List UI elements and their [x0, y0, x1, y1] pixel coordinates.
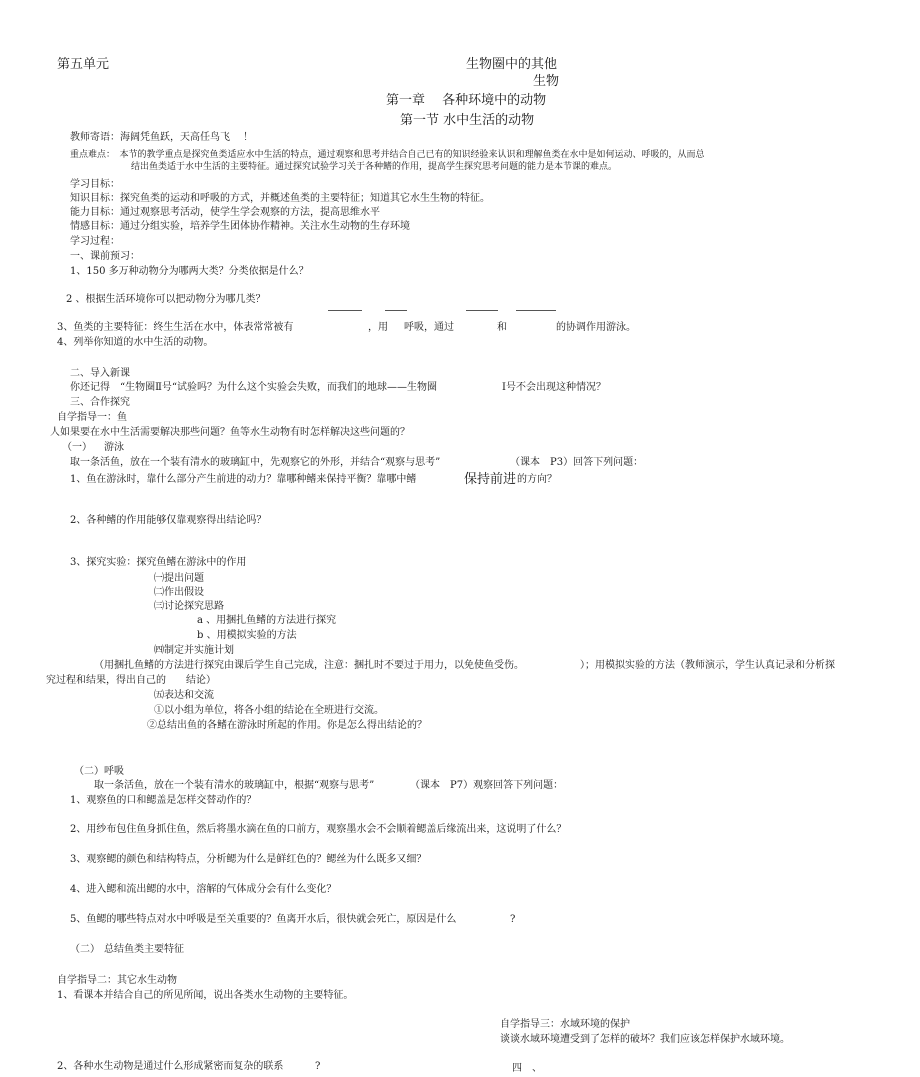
preview-q3-part3: 呼吸，通过	[404, 322, 454, 333]
preview-q3-part5: 的协调作用游泳。	[556, 322, 636, 333]
breath-observe-end: （课本 P7）观察回答下列问题：	[410, 780, 564, 791]
guide3-text: 谈谈水域环境遭受到了怎样的破坏？我们应该怎样保护水域环境。	[500, 1034, 790, 1045]
preview-q1: 1、150 多万种动物分为哪两大类？分类依据是什么？	[70, 266, 309, 277]
unit-title-line1: 生物圈中的其他	[466, 57, 558, 72]
step-discuss: ㈢讨论探究思路	[154, 601, 224, 612]
step-plan: ㈣制定并实施计划	[154, 645, 234, 656]
breath-observe: 取一条活鱼，放在一个装有清水的玻璃缸中，根据“观察与思考”	[94, 780, 375, 791]
key-points-line2: 结出鱼类适于水中生活的主要特征。通过探究试验学习关于各种鳍的作用，提高学生探究思考问题的能力是本节课的难点。	[131, 162, 618, 172]
goal-emotion: 情感目标：通过分组实验，培养学生团体协作精神。关注水生动物的生存环境	[70, 221, 410, 232]
breath-q3: 3、观察鳃的颜色和结构特点，分析鳃为什么是鲜红色的？鳃丝为什么既多又细？	[70, 854, 427, 865]
guide3-title: 自学指导三：水域环境的保护	[500, 1019, 630, 1030]
breath-title: （二）呼吸	[74, 766, 124, 777]
swim-observe: 取一条活鱼，放在一个装有清水的玻璃缸中，先观察它的外形，并结合“观察与思考”	[70, 457, 441, 468]
breath-q5: 5、鱼鳃的哪些特点对水中呼吸是至关重要的？鱼离开水后，很快就会死亡，原因是什么	[70, 914, 457, 925]
plan-text: （用捆扎鱼鳍的方法进行探究由课后学生自己完成，注意：捆扎时不要过于用力，以免使鱼受伤。	[94, 660, 524, 671]
step-express: ㈤表达和交流	[154, 690, 214, 701]
new-lesson-text: 你还记得 “生物圈Ⅱ号“试验吗？为什么这个实验会失败，而我们的地球——生物圈	[70, 382, 438, 393]
plan-text-end: ）；用模拟实验的方法（教师演示，学生认真记录和分析探	[580, 660, 835, 671]
chapter-title: 第一章 各种环境中的动物	[386, 93, 547, 108]
preview-q2: 2 、根据生活环境你可以把动物分为哪几类？	[66, 294, 266, 305]
step-hypothesis: ㈡作出假设	[154, 587, 204, 598]
method-a: a 、用捆扎鱼鳍的方法进行探究	[197, 615, 337, 626]
swim-q1-end: 的方向？	[517, 474, 557, 485]
guide2-q2: 2、各种水生动物是通过什么形成紧密而复杂的联系	[57, 1061, 284, 1072]
blank-line	[466, 310, 498, 311]
goal-ability: 能力目标：通过观察思考活动，使学生学会观察的方法，提高思维水平	[70, 207, 380, 218]
exchange-2: ②总结出鱼的各鳍在游泳时所起的作用。你是怎么得出结论的？	[147, 720, 427, 731]
exchange-1: ①以小组为单位，将各小组的结论在全班进行交流。	[154, 705, 384, 716]
guide1-question: 人如果要在水中生活需要解决那些问题？鱼等水生动物有时怎样解决这些问题的？	[50, 427, 410, 438]
section-four: 四 、	[512, 1063, 542, 1074]
swim-title: 游泳	[104, 442, 124, 453]
blank-line	[516, 310, 556, 311]
step-ask-question: ㈠提出问题	[154, 573, 204, 584]
plan-text-continued: 究过程和结果，得出自己的 结论）	[46, 675, 216, 686]
guide2-q1: 1、看课本并结合自己的所见所闻，说出各类水生动物的主要特征。	[57, 990, 354, 1001]
method-b: b 、用模拟实验的方法	[197, 630, 297, 641]
swim-q1-emphasis: 保持前进	[464, 472, 517, 487]
section-title: 第一节 水中生活的动物	[400, 113, 535, 128]
breath-q4: 4、进入鳃和流出鳃的水中，溶解的气体成分会有什么变化？	[70, 884, 337, 895]
preview-q3-start: 3、鱼类的主要特征：终生生活在水中，体表常常被有	[57, 322, 294, 333]
blank-line	[385, 310, 407, 311]
process-title: 学习过程：	[70, 236, 120, 247]
swim-q3: 3、探究实验：探究鱼鳍在游泳中的作用	[70, 557, 247, 568]
goal-knowledge: 知识目标：探究鱼类的运动和呼吸的方式，并概述鱼类的主要特征；知道其它水生生物的特征。	[70, 193, 490, 204]
new-lesson-text-end: Ⅰ号不会出现这种情况？	[502, 382, 606, 393]
preview-q3-part2: ，用	[368, 322, 388, 333]
key-points-line1: 重点难点： 本节的教学重点是探究鱼类适应水中生活的特点，通过观察和思考并结合自己已有的知识经验来认识和理解鱼类在水中是如何运动、呼吸的，从而总	[70, 150, 705, 160]
unit-title-line2: 生物	[533, 74, 560, 89]
breath-q2: 2、用纱布包住鱼身抓住鱼，然后将墨水滴在鱼的口前方，观察墨水会不会顺着鳃盖后缘流出来，这说明了什么？	[70, 824, 567, 835]
breath-q1: 1、观察鱼的口和鳃盖是怎样交替动作的？	[70, 795, 257, 806]
guide1-title: 自学指导一：鱼	[57, 412, 127, 423]
guide2-title: 自学指导二：其它水生动物	[57, 975, 177, 986]
swim-q2: 2、各种鳍的作用能够仅靠观察得出结论吗？	[70, 515, 267, 526]
guide2-q2-end: ?	[315, 1061, 321, 1072]
goals-title: 学习目标：	[70, 179, 120, 190]
preview-q3-part4: 和	[497, 322, 507, 333]
summary-title: 总结鱼类主要特征	[104, 944, 184, 955]
preview-title: 一、课前预习：	[70, 251, 140, 262]
new-lesson-title: 二、导入新课	[70, 368, 130, 379]
teacher-motto: 教师寄语：海阔凭鱼跃，天高任鸟飞 ！	[70, 132, 254, 143]
blank-line	[328, 310, 362, 311]
cooperation-title: 三、合作探究	[70, 397, 130, 408]
preview-q4: 4、列举你知道的水中生活的动物。	[57, 337, 214, 348]
unit-label: 第五单元	[57, 57, 110, 72]
swim-observe-end: （课本 P3）回答下列问题：	[510, 457, 644, 468]
swim-number: （一）	[62, 442, 92, 453]
breath-q5-end: ?	[510, 914, 516, 925]
swim-q1: 1、鱼在游泳时，靠什么部分产生前进的动力？靠哪种鳍来保持平衡？靠哪中鳍	[70, 474, 417, 485]
summary-number: （二）	[70, 944, 100, 955]
